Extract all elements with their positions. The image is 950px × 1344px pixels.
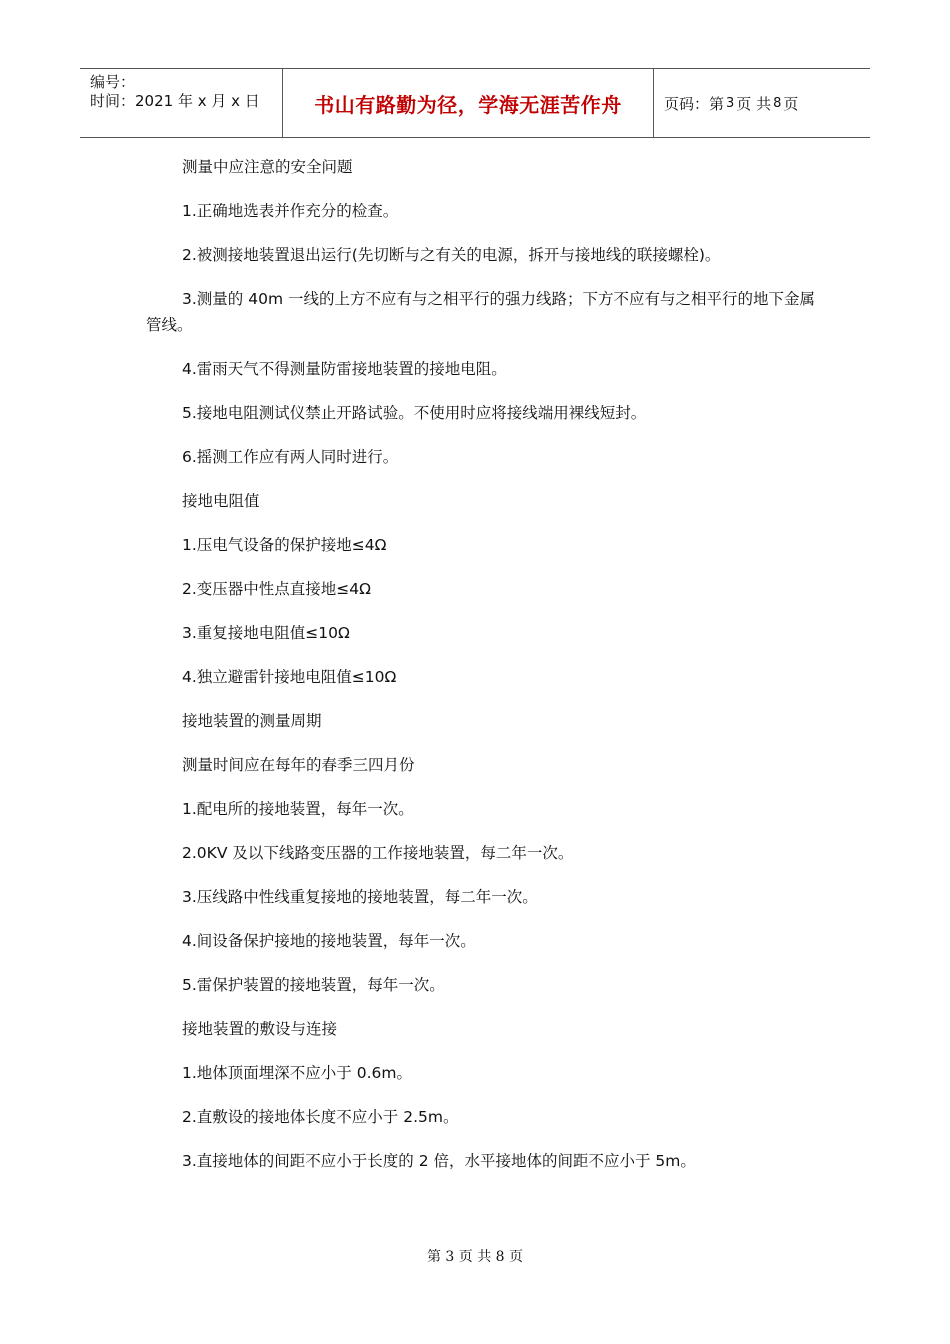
paragraph: 5.接地电阻测试仪禁止开路试验。不使用时应将接线端用裸线短封。 bbox=[182, 404, 647, 422]
section-heading: 接地装置的测量周期 bbox=[182, 712, 322, 730]
document-number-label: 编号： bbox=[90, 73, 136, 91]
paragraph: 3.直接地体的间距不应小于长度的 2 倍，水平接地体的间距不应小于 5m。 bbox=[182, 1152, 696, 1170]
page-suffix: 页 bbox=[783, 94, 799, 113]
paragraph: 测量时间应在每年的春季三四月份 bbox=[182, 756, 415, 774]
paragraph: 1.地体顶面埋深不应小于 0.6m。 bbox=[182, 1064, 412, 1082]
paragraph: 2.被测接地装置退出运行(先切断与之有关的电源，拆开与接地线的联接螺栓)。 bbox=[182, 246, 721, 264]
paragraph: 2.直敷设的接地体长度不应小于 2.5m。 bbox=[182, 1108, 459, 1126]
paragraph: 4.雷雨天气不得测量防雷接地装置的接地电阻。 bbox=[182, 360, 507, 378]
paragraph: 测量中应注意的安全问题 bbox=[182, 158, 353, 176]
section-heading: 接地装置的敷设与连接 bbox=[182, 1020, 338, 1038]
page-total: 8 bbox=[773, 95, 782, 111]
paragraph: 2.0KV 及以下线路变压器的工作接地装置，每二年一次。 bbox=[182, 844, 574, 862]
document-body bbox=[146, 154, 826, 1192]
paragraph: 5.雷保护装置的接地装置，每年一次。 bbox=[182, 976, 445, 994]
paragraph: 6.摇测工作应有两人同时进行。 bbox=[182, 448, 399, 466]
document-date: 时间：2021 年 x 月 x 日 bbox=[90, 92, 260, 110]
paragraph: 1.配电所的接地装置，每年一次。 bbox=[182, 800, 414, 818]
page-current: 3 bbox=[726, 95, 735, 111]
paragraph: 4.独立避雷针接地电阻值≤10Ω bbox=[182, 668, 397, 686]
page-footer: 第 3 页 共 8 页 bbox=[426, 1249, 524, 1265]
paragraph: 3.测量的 40m 一线的上方不应有与之相平行的强力线路；下方不应有与之相平行的地下金属管线。 bbox=[146, 290, 815, 334]
paragraph: 3.重复接地电阻值≤10Ω bbox=[182, 624, 350, 642]
paragraph: 3.压线路中性线重复接地的接地装置，每二年一次。 bbox=[182, 888, 538, 906]
page-header bbox=[80, 68, 870, 138]
page-prefix: 页码：第 bbox=[664, 94, 725, 113]
paragraph: 2.变压器中性点直接地≤4Ω bbox=[182, 580, 371, 598]
paragraph: 1.压电气设备的保护接地≤4Ω bbox=[182, 536, 387, 554]
paragraph: 4.间设备保护接地的接地装置，每年一次。 bbox=[182, 932, 476, 950]
header-page-number bbox=[654, 69, 870, 137]
paragraph: 1.正确地选表并作充分的检查。 bbox=[182, 202, 399, 220]
header-motto: 书山有路勤为径，学海无涯苦作舟 bbox=[282, 69, 654, 137]
section-heading: 接地电阻值 bbox=[182, 492, 260, 510]
header-meta bbox=[80, 69, 282, 137]
page-mid: 页 共 bbox=[736, 94, 772, 113]
